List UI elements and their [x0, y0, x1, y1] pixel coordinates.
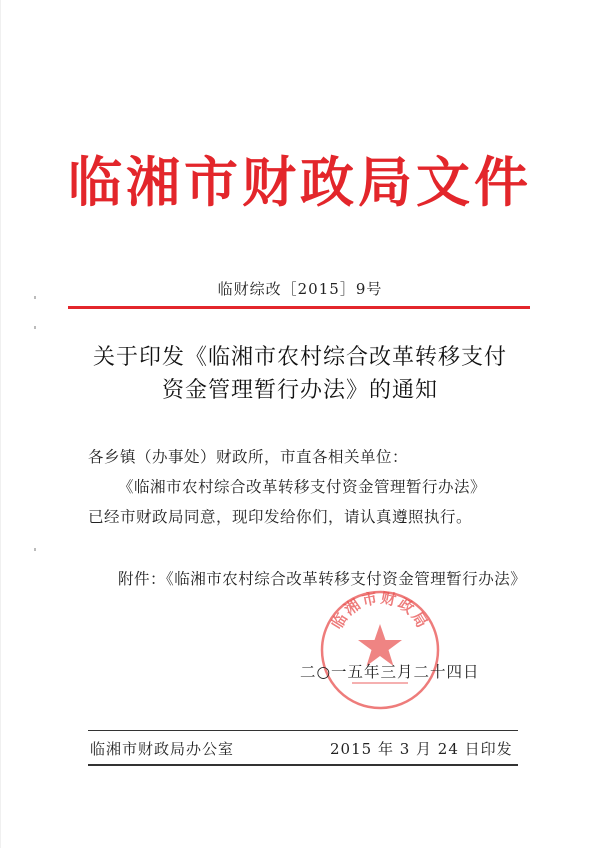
attachment-line: 附件：《临湘市农村综合改革转移支付资金管理暂行办法》	[118, 570, 527, 588]
footer-issuing-office: 临湘市财政局办公室	[90, 740, 235, 758]
addressee-line: 各乡镇（办事处）财政所，市直各相关单位：	[88, 448, 409, 466]
footer-top-rule	[88, 730, 518, 731]
document-number: 临财综改［2015］9号	[217, 280, 383, 298]
body-paragraph-line-2: 已经市财政局同意，现印发给你们，请认真遵照执行。	[88, 508, 473, 526]
official-seal-icon	[318, 588, 442, 712]
document-header-title: 临湘市财政局文件	[68, 151, 532, 214]
body-paragraph-line-1: 《临湘市农村综合改革转移支付资金管理暂行办法》	[118, 478, 487, 496]
notice-title-line-1: 关于印发《临湘市农村综合改革转移支付	[92, 345, 507, 370]
scan-speck	[34, 548, 36, 551]
notice-title-line-2: 资金管理暂行办法》的通知	[161, 378, 438, 403]
header-red-rule	[68, 306, 530, 309]
footer-bottom-rule	[88, 764, 518, 766]
scan-speck	[34, 326, 36, 329]
svg-text:临湘市财政局: 临湘市财政局	[327, 588, 433, 633]
issue-date: 二○一五年三月二十四日	[300, 663, 480, 681]
footer-printed-date: 2015 年 3 月 24 日印发	[330, 740, 513, 758]
